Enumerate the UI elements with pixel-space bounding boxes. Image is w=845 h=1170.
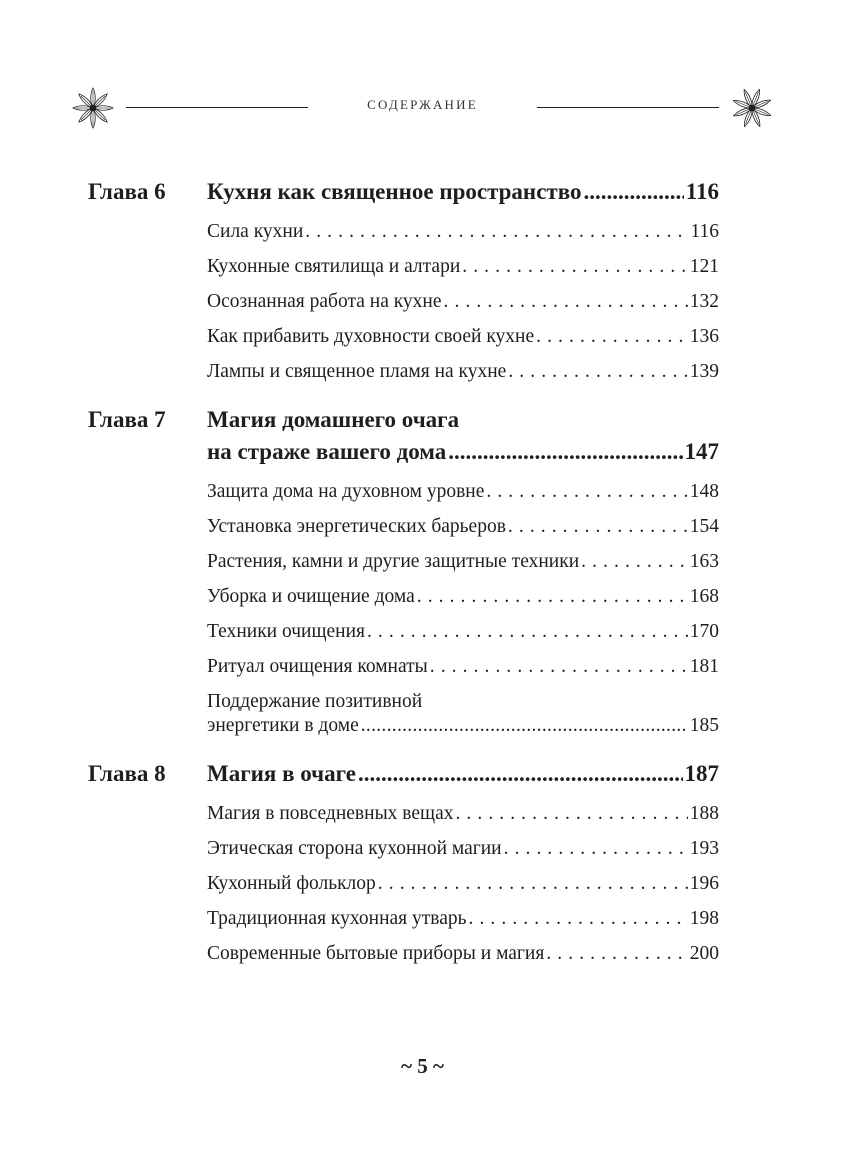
chapter-title: Магия в очаге [207, 761, 356, 786]
header-rule-right [537, 107, 719, 108]
toc-entry[interactable] [207, 802, 719, 826]
entry-title: Осознанная работа на кухне [207, 291, 442, 312]
entry-page: 154 [689, 516, 719, 537]
dot-leader [448, 436, 682, 468]
chapter-title: Кухня как священное пространство [207, 179, 582, 204]
entry-title: Уборка и очищение дома [207, 586, 415, 607]
page-number: ~ 5 ~ [401, 1054, 444, 1078]
chapter-8 [0, 758, 845, 966]
toc-entry[interactable] [207, 290, 719, 314]
chapter-page: 116 [685, 179, 719, 204]
entry-title: Лампы и священное пламя на кухне [207, 361, 507, 382]
dot-leader [583, 176, 683, 208]
toc-entry[interactable] [207, 255, 719, 279]
chapter-label: Глава 6 [88, 179, 166, 204]
entry-page: 168 [689, 586, 719, 607]
entry-title: Кухонный фольклор [207, 873, 376, 894]
dot-leader [358, 758, 683, 790]
entry-title: Установка энергетических барьеров [207, 516, 506, 537]
dot-leader [508, 515, 688, 539]
entry-title: Традиционная кухонная утварь [207, 908, 467, 929]
toc-entry[interactable] [207, 360, 719, 384]
header-rule-left [126, 107, 308, 108]
chapter-title-entry[interactable] [207, 176, 719, 208]
dot-leader [508, 360, 687, 384]
entry-page: 181 [689, 656, 719, 677]
chapter-title-entry[interactable] [207, 758, 719, 790]
chapter-title: Магия домашнего очага [207, 407, 460, 432]
toc-entry[interactable] [207, 220, 719, 244]
toc-entry[interactable] [207, 480, 719, 504]
dot-leader [504, 837, 688, 861]
toc-entry[interactable] [207, 655, 719, 679]
dot-leader [455, 802, 687, 826]
dot-leader [469, 907, 688, 931]
toc-entry[interactable] [207, 837, 719, 861]
entry-page: 121 [689, 256, 719, 277]
chapter-page: 187 [684, 761, 719, 786]
chapter-label: Глава 8 [88, 761, 166, 786]
entry-page: 116 [690, 221, 719, 242]
chapter-7 [0, 404, 845, 738]
dot-leader [367, 620, 688, 644]
header-title: СОДЕРЖАНИЕ [367, 97, 478, 112]
entry-title: Кухонные святилища и алтари [207, 256, 461, 277]
chapter-6 [0, 176, 845, 384]
dot-leader [430, 655, 688, 679]
entry-title: Сила кухни [207, 221, 304, 242]
entry-title: Современные бытовые приборы и магия [207, 943, 545, 964]
entry-page: 188 [689, 803, 719, 824]
entry-page: 196 [689, 873, 719, 894]
entry-title: Как прибавить духовности своей кухне [207, 326, 535, 347]
chapter-title-entry[interactable] [207, 436, 719, 468]
entry-page: 200 [689, 943, 719, 964]
dot-leader [417, 585, 688, 609]
table-of-contents [0, 176, 845, 964]
running-header [70, 86, 775, 130]
entry-page: 193 [689, 838, 719, 859]
toc-entry[interactable] [207, 690, 719, 738]
toc-entry[interactable] [207, 585, 719, 609]
entry-page: 170 [689, 621, 719, 642]
chapter-label: Глава 7 [88, 407, 166, 432]
dot-leader [536, 325, 688, 349]
entry-page: 185 [689, 715, 719, 736]
entry-title: Этическая сторона кухонной магии [207, 838, 502, 859]
dot-leader [305, 220, 688, 244]
toc-entry[interactable] [207, 942, 719, 966]
entry-title: Магия в повседневных вещах [207, 803, 454, 824]
toc-entry[interactable] [207, 907, 719, 931]
toc-entry[interactable] [207, 550, 719, 574]
entry-title: Защита дома на духовном уровне [207, 481, 485, 502]
entry-title: Техники очищения [207, 621, 365, 642]
entry-page: 136 [689, 326, 719, 347]
toc-entry[interactable] [207, 515, 719, 539]
dot-leader [486, 480, 687, 504]
star-anise-icon [729, 86, 775, 130]
entry-page: 132 [689, 291, 719, 312]
chapter-page: 147 [684, 439, 719, 464]
entry-page: 139 [689, 361, 719, 382]
toc-entry[interactable] [207, 620, 719, 644]
entry-title-cont: энергетики в доме [207, 715, 359, 736]
entry-title: Растения, камни и другие защитные техники [207, 551, 580, 572]
entry-title: Ритуал очищения комнаты [207, 656, 428, 677]
dot-leader [361, 714, 688, 738]
toc-entry[interactable] [207, 872, 719, 896]
chapter-title-cont: на страже вашего дома [207, 439, 447, 464]
dot-leader [444, 290, 688, 314]
toc-entry[interactable] [207, 325, 719, 349]
star-anise-icon [70, 86, 116, 130]
dot-leader [462, 255, 687, 279]
entry-page: 198 [689, 908, 719, 929]
entry-page: 163 [689, 551, 719, 572]
dot-leader [546, 942, 687, 966]
dot-leader [378, 872, 688, 896]
entry-page: 148 [689, 481, 719, 502]
entry-title: Поддержание позитивной [207, 691, 423, 712]
dot-leader [581, 550, 688, 574]
